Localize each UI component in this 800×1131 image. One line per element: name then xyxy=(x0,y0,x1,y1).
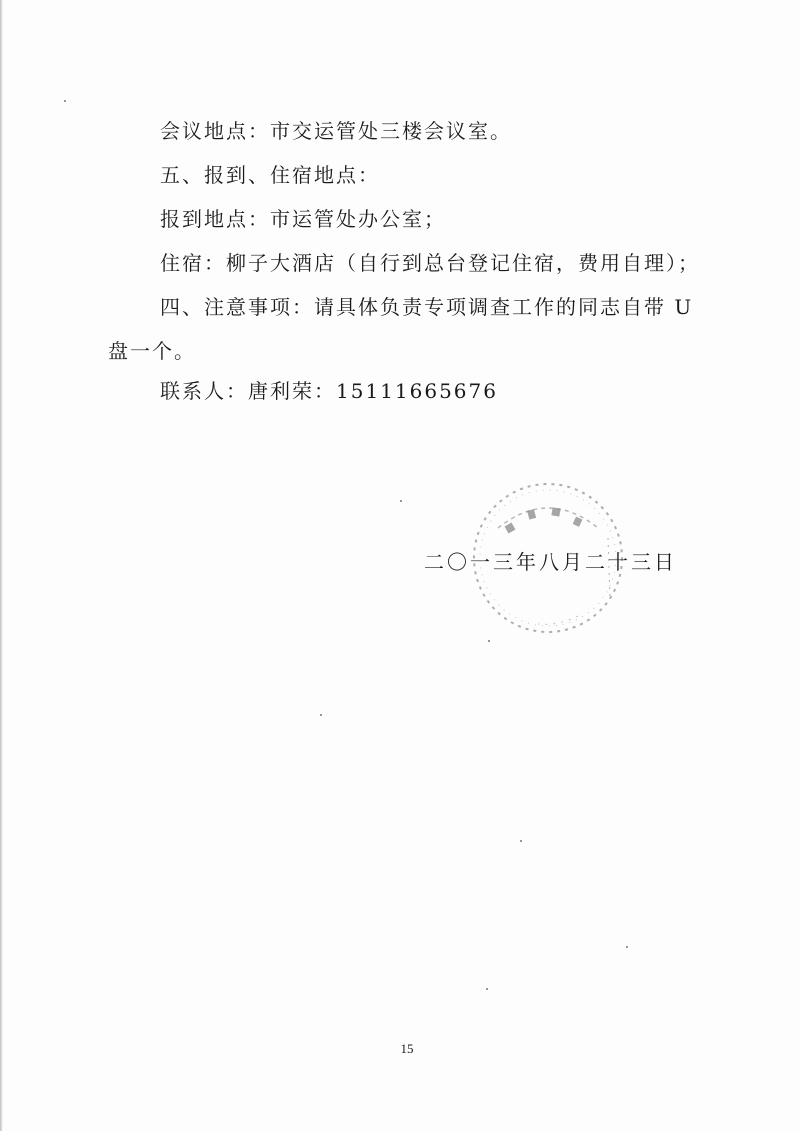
notice-line-continued: 盘一个。 xyxy=(108,339,196,363)
contact-line: 联系人：唐利荣：15111665676 xyxy=(160,379,498,403)
notice-line: 四、注意事项：请具体负责专项调查工作的同志自带 U xyxy=(160,295,694,319)
scan-speck xyxy=(520,840,522,842)
scan-speck xyxy=(488,640,490,642)
document-date: 二〇一三年八月二十三日 xyxy=(424,550,677,574)
scan-edge xyxy=(0,0,3,1131)
scan-speck xyxy=(64,100,66,102)
accommodation-line: 住宿：柳子大酒店（自行到总台登记住宿，费用自理）； xyxy=(160,251,700,275)
page-number: 15 xyxy=(400,1041,414,1056)
scan-speck xyxy=(400,500,402,502)
registration-location-line: 报到地点：市运管处办公室； xyxy=(160,207,446,231)
scan-speck xyxy=(486,988,488,990)
section-five-heading: 五、报到、住宿地点： xyxy=(160,163,380,187)
meeting-location-line: 会议地点：市交运管处三楼会议室。 xyxy=(160,119,512,143)
scan-speck xyxy=(320,714,322,716)
scan-speck xyxy=(626,946,628,948)
